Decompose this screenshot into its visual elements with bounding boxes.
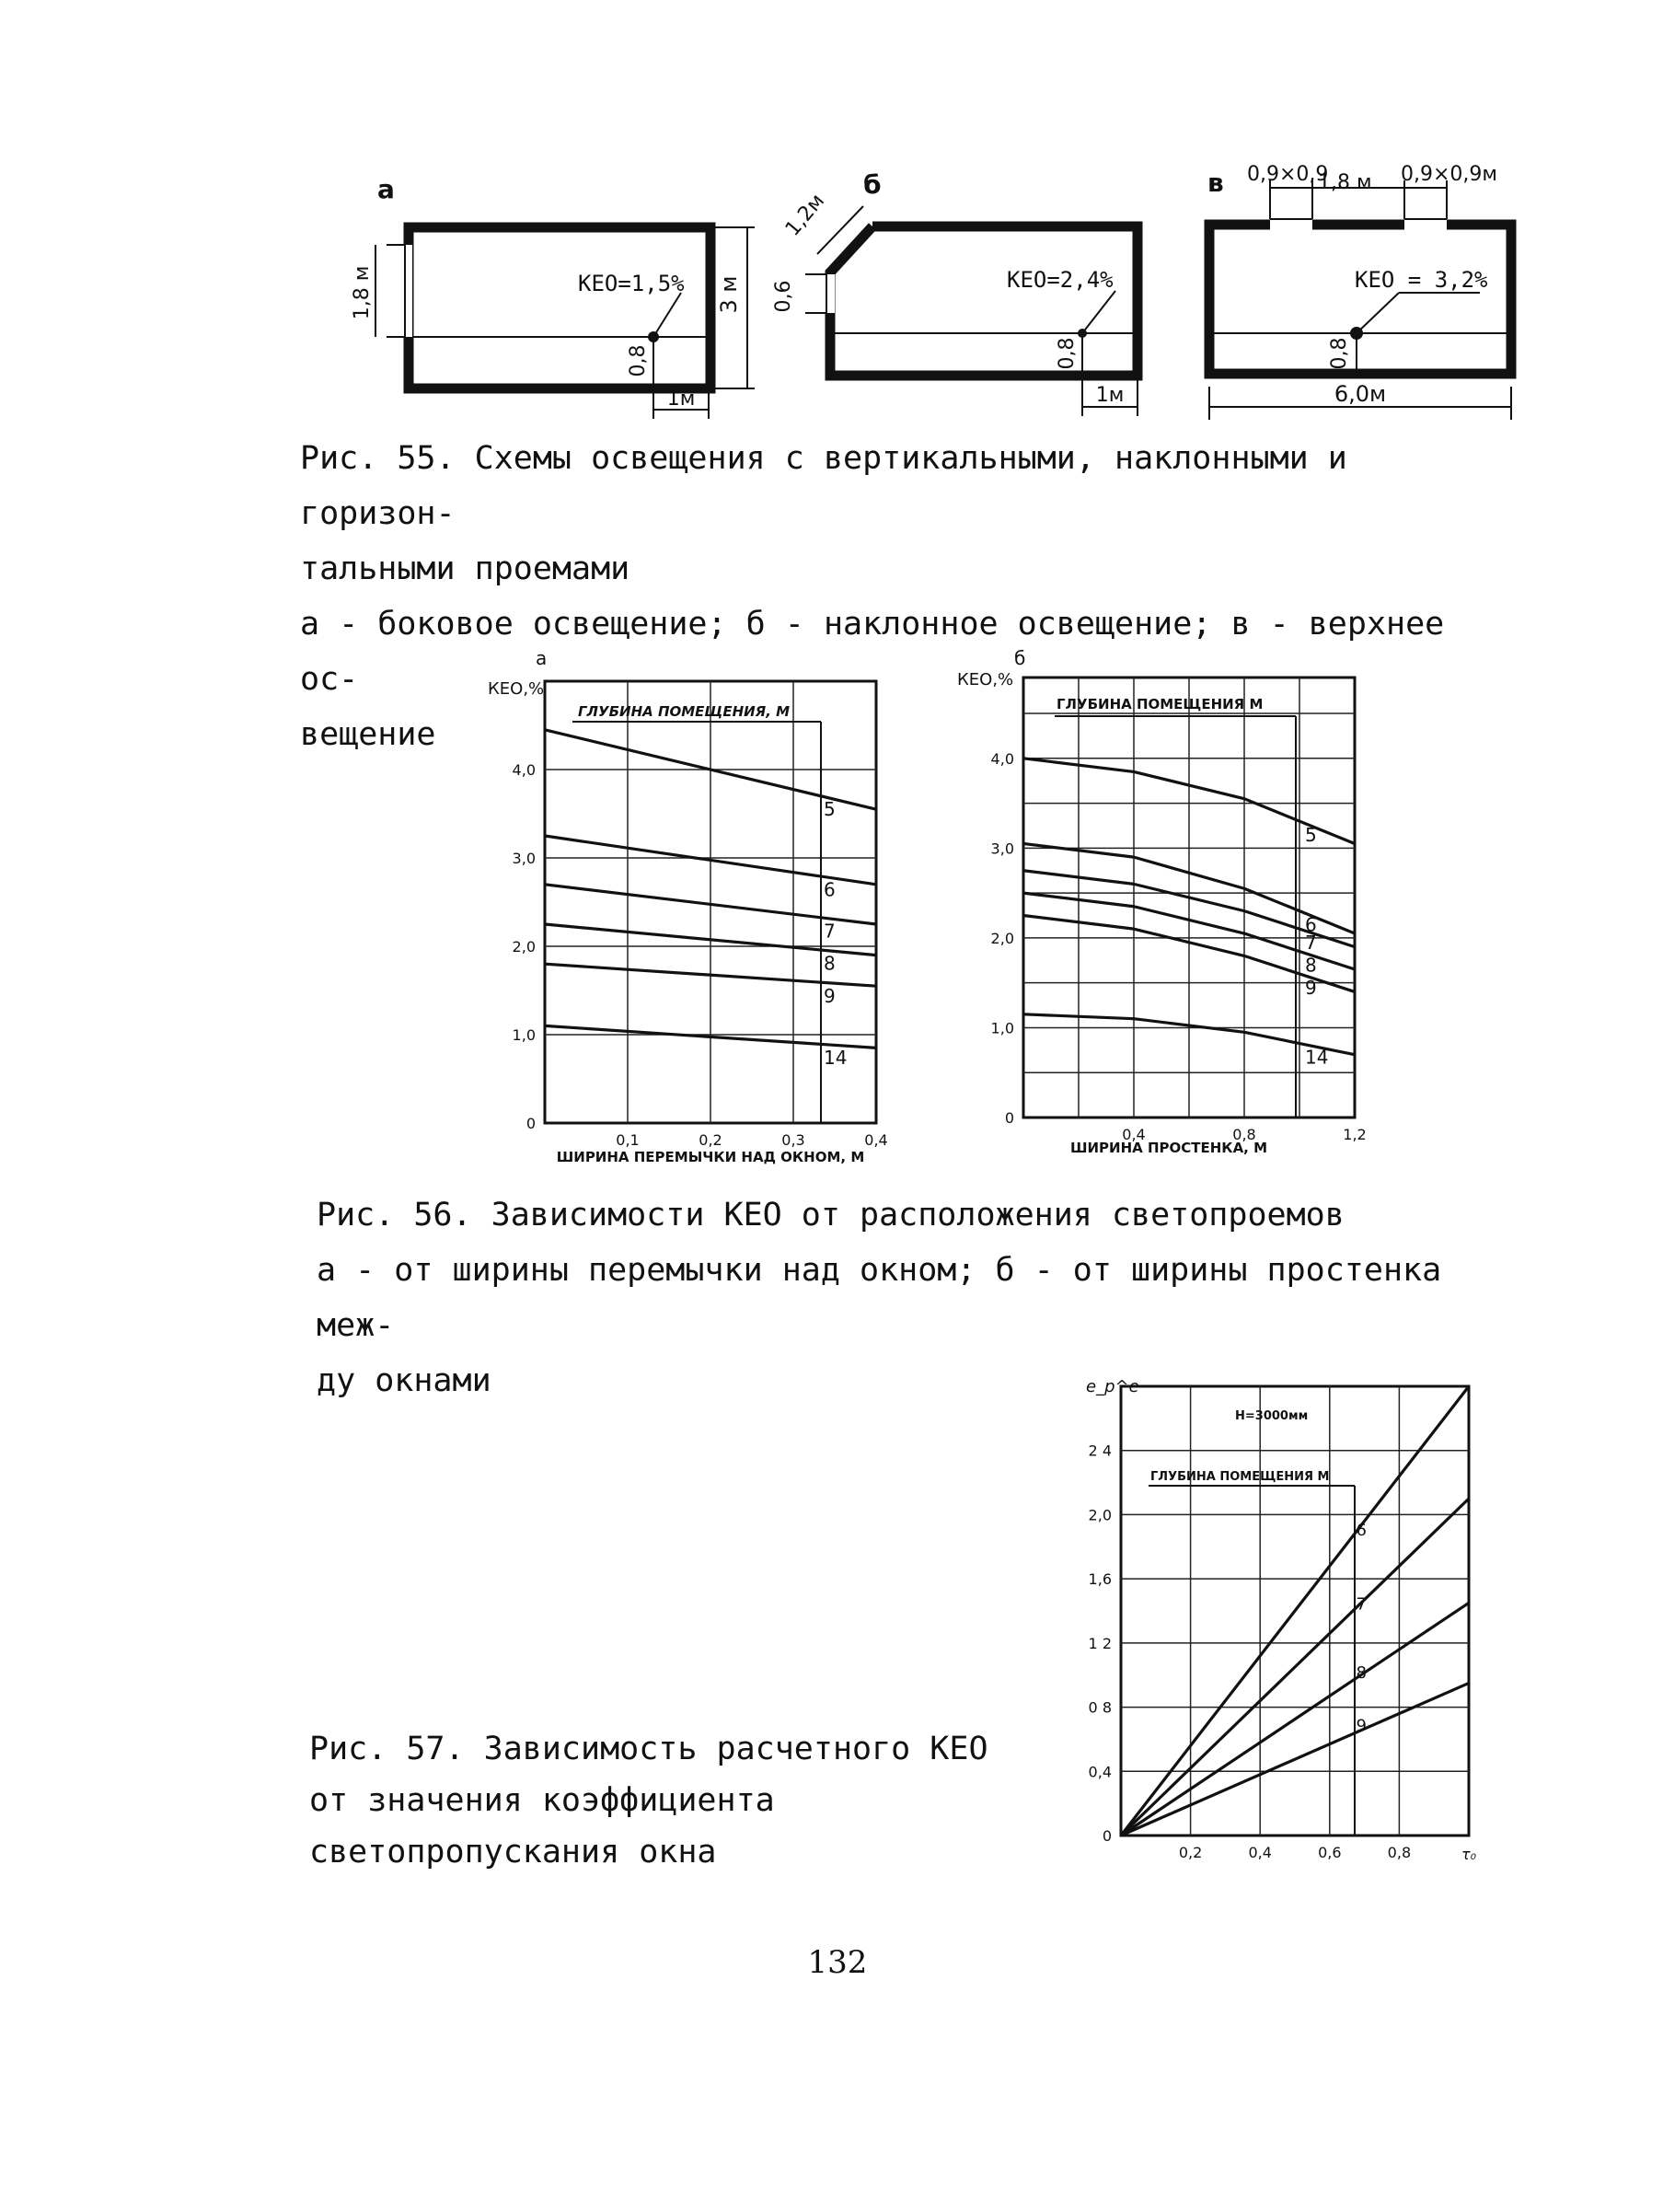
fig56b-y-tick-label: 1,0: [990, 1019, 1014, 1037]
scheme-c: [1207, 163, 1511, 420]
fig56-caption-line-2: а - от ширины перемычки над окном; б - от ширины простенка меж-: [317, 1252, 1442, 1344]
fig56a-chart: [469, 644, 930, 1178]
scheme-a-window-dim: 1,8 м: [351, 265, 374, 320]
fig57-ylabel: e_p^e: [1086, 1377, 1139, 1396]
fig56-caption-line-3: ду окнами: [317, 1362, 491, 1399]
fig57-legend-title: ГЛУБИНА ПОМЕЩЕНИЯ М: [1150, 1470, 1330, 1484]
fig57-annotation: H=3000мм: [1235, 1409, 1309, 1423]
fig56a-y-tick-label: 1,0: [512, 1026, 536, 1044]
scheme-c-top-right-dim: 0,9×0,9м: [1401, 163, 1498, 186]
scheme-c-letter: в: [1207, 168, 1224, 198]
scheme-b-keo: КЕО=2,4%: [1007, 267, 1114, 293]
fig57-series-line-9: [1121, 1683, 1469, 1836]
scheme-a-height-dim: 3 м: [716, 275, 742, 314]
fig56a-y-tick-label: 0: [525, 1115, 536, 1132]
fig56a-x-tick-label: 0,4: [864, 1131, 888, 1149]
fig57-y-tick-label: 2,0: [1088, 1506, 1112, 1524]
fig56a-y-tick-label: 2,0: [512, 938, 536, 955]
fig56b-panel-label: б: [1014, 647, 1026, 669]
fig56b-x-tick-label: 1,2: [1343, 1126, 1367, 1143]
fig57-x-tick-label: 0,8: [1387, 1844, 1412, 1861]
fig55-caption-line-4: вещение: [300, 716, 436, 753]
fig57-series-line-7: [1121, 1499, 1469, 1836]
fig57-series-label: 8: [1356, 1663, 1367, 1684]
fig57-y-tick-label: 0 8: [1088, 1698, 1112, 1717]
fig57-xlabel: τ₀: [1461, 1846, 1477, 1863]
page-number: 132: [807, 1944, 868, 1981]
fig56b-legend-title: ГЛУБИНА ПОМЕЩЕНИЯ М: [1057, 696, 1264, 712]
fig55-caption-line-1: Рис. 55. Схемы освещения с вертикальными, наклонными и горизон-: [300, 440, 1347, 532]
fig56b-x-tick-label: 0,4: [1122, 1126, 1146, 1143]
fig56a-xlabel: ШИРИНА ПЕРЕМЫЧКИ НАД ОКНОМ, М: [556, 1149, 865, 1165]
scheme-a-level: 0,8: [627, 344, 650, 377]
fig56a-y-tick-label: 4,0: [512, 761, 536, 779]
fig57-series-label: 9: [1356, 1716, 1367, 1736]
fig56a-legend-title: ГЛУБИНА ПОМЕЩЕНИЯ, М: [578, 703, 791, 720]
scheme-a-letter: а: [377, 174, 395, 204]
scheme-a-keo: КЕО=1,5%: [578, 271, 685, 296]
fig56-caption-line-1: Рис. 56. Зависимости КЕО от расположения светопроемов: [317, 1197, 1345, 1233]
scheme-b-letter: б: [863, 169, 882, 200]
scheme-c-keo: КЕО = 3,2%: [1355, 267, 1488, 293]
fig57-caption: [309, 1723, 1009, 1878]
fig56a-series-label: 14: [824, 1047, 848, 1070]
scheme-b: [772, 169, 1138, 416]
fig56a-y-tick-label: 3,0: [512, 850, 536, 867]
scheme-c-level: 0,8: [1328, 337, 1351, 370]
fig57-x-tick-label: 0,4: [1248, 1844, 1272, 1861]
fig57-y-tick-label: 0,4: [1088, 1763, 1112, 1781]
fig56a-series-label: 9: [824, 985, 836, 1007]
fig56b-y-tick-label: 3,0: [990, 840, 1014, 858]
fig56b-series-label: 14: [1305, 1046, 1329, 1069]
scheme-a: [351, 174, 755, 419]
fig56a-x-tick-label: 0,2: [699, 1131, 722, 1149]
fig57-y-tick-label: 1,6: [1088, 1570, 1112, 1589]
scheme-b-slope-dim: 1,2м: [780, 190, 830, 241]
fig56a-series-label: 7: [824, 920, 836, 943]
scheme-b-level: 0,8: [1056, 337, 1079, 370]
fig56b-x-tick-label: 0,8: [1232, 1126, 1256, 1143]
fig57-series-line-6: [1121, 1386, 1469, 1836]
fig56b-series-label: 6: [1305, 913, 1317, 936]
fig56b-y-tick-label: 2,0: [990, 929, 1014, 947]
fig57-caption-line-1: Рис. 57. Зависимость расчетного КЕО: [309, 1731, 988, 1767]
scheme-b-window: [822, 274, 835, 313]
scheme-c-top-mid-dim: 1,8 м: [1318, 171, 1372, 194]
fig57-y-tick-label: 1 2: [1088, 1634, 1112, 1652]
fig56a-series-label: 6: [824, 878, 836, 901]
fig57-caption-line-3: светопропускания окна: [309, 1834, 717, 1870]
fig56b-y-tick-label: 0: [1004, 1109, 1014, 1127]
fig57-series-label: 7: [1356, 1594, 1367, 1615]
fig57-x-tick-label: 0,2: [1178, 1844, 1203, 1861]
scheme-b-dist-dim: 1м: [1095, 384, 1125, 407]
fig56a-x-tick-label: 0,1: [616, 1131, 640, 1149]
fig56a-x-tick-label: 0,3: [781, 1131, 805, 1149]
fig57-series-label: 6: [1356, 1520, 1367, 1540]
scheme-c-room: [1209, 225, 1511, 374]
fig56b-series-label: 9: [1305, 976, 1317, 999]
scheme-c-width-dim: 6,0м: [1334, 381, 1387, 407]
fig57-y-tick-label: 2 4: [1088, 1442, 1112, 1460]
scheme-c-top-left-dim: 0,9×0,9: [1247, 163, 1329, 186]
fig55-caption-line-3: а - боковое освещение; б - наклонное освещение; в - верхнее ос-: [300, 606, 1445, 698]
fig57-x-tick-label: 0,6: [1318, 1844, 1342, 1861]
fig57-series-line-8: [1121, 1603, 1469, 1836]
fig56b-xlabel: ШИРИНА ПРОСТЕНКА, М: [1069, 1140, 1268, 1156]
fig56a-ylabel: КЕО,%: [488, 679, 545, 699]
fig56b-series-label: 8: [1305, 954, 1317, 977]
scheme-b-window-dim: 0,6: [772, 280, 795, 313]
fig57-y-tick-label: 0: [1102, 1827, 1112, 1845]
fig56a-series-label: 5: [824, 798, 836, 821]
fig55-schemes: [0, 0, 1663, 433]
fig56b-ylabel: КЕО,%: [957, 670, 1014, 689]
fig57-series: [1121, 1386, 1469, 1836]
scheme-a-room: [409, 227, 710, 388]
fig56b-y-tick-label: 4,0: [990, 749, 1014, 768]
fig57-ticks: [1089, 1442, 1412, 1861]
scheme-b-room: [830, 226, 1138, 376]
fig57-caption-line-2: от значения коэффициента: [309, 1782, 775, 1819]
fig56a-series-label: 8: [824, 952, 836, 975]
fig57-chart: [1068, 1362, 1491, 1878]
scheme-a-dist-dim: 1м: [666, 388, 696, 411]
fig56b-series-label: 5: [1305, 824, 1317, 847]
fig56b-chart: [939, 644, 1399, 1178]
fig56b-series-label: 7: [1305, 932, 1317, 955]
fig55-caption-line-2: тальными проемами: [300, 550, 630, 587]
fig56a-panel-label: а: [536, 647, 548, 669]
